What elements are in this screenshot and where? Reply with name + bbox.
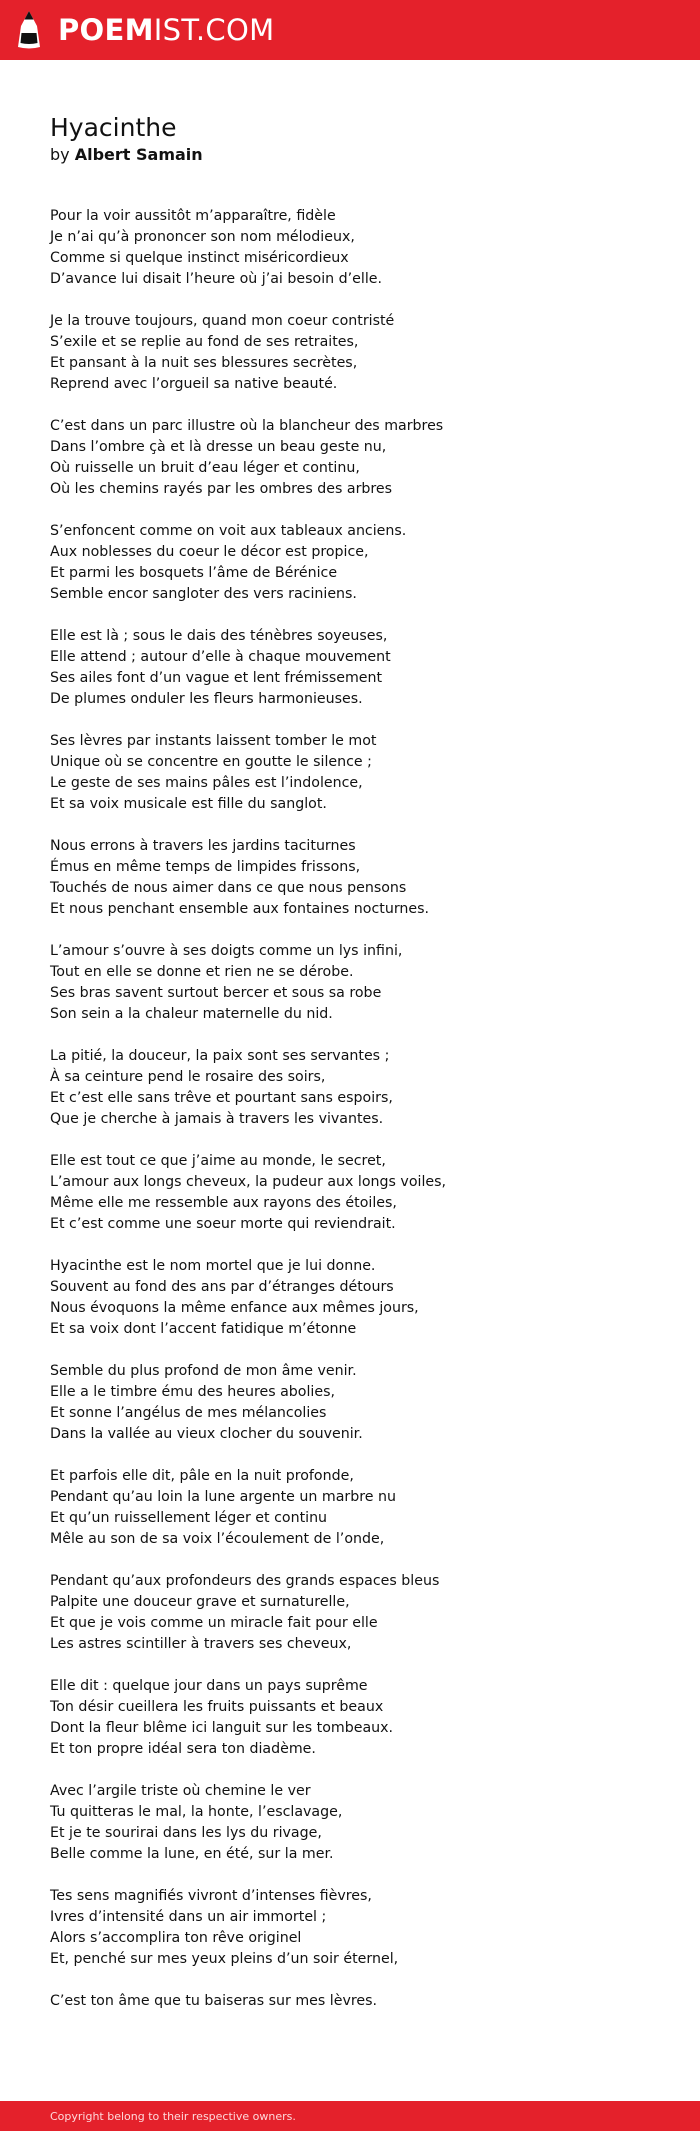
poem-line: Dans l’ombre çà et là dresse un beau geste nu, [50, 439, 387, 455]
poem-line: Émus en même temps de limpides frissons, [50, 859, 361, 875]
poem-line: Semble encor sangloter des vers raciniens. [50, 586, 357, 602]
poem-line: C’est ton âme que tu baiseras sur mes lèvres. [50, 1993, 377, 2009]
poem-line: Et, penché sur mes yeux pleins d’un soir éternel, [50, 1951, 399, 1967]
poem-line: Unique où se concentre en goutte le silence ; [50, 754, 372, 770]
copyright-text: Copyright belong to their respective owners. [50, 2110, 296, 2123]
poem-line: Et c’est comme une soeur morte qui reviendrait. [50, 1216, 396, 1232]
site-logo-text [58, 12, 275, 47]
poem-line: Tes sens magnifiés vivront d’intenses fièvres, [50, 1888, 372, 1904]
poem-line: Hyacinthe est le nom mortel que je lui donne. [50, 1258, 376, 1274]
poem-line: Pendant qu’au loin la lune argente un marbre nu [50, 1489, 397, 1505]
poem-line: Comme si quelque instinct miséricordieux [50, 250, 349, 266]
poem-line: Elle attend ; autour d’elle à chaque mouvement [50, 649, 391, 665]
poem-line: Que je cherche à jamais à travers les vivantes. [50, 1111, 384, 1127]
poem-line: Nous errons à travers les jardins taciturnes [50, 838, 356, 854]
poem-stanza [50, 1571, 650, 1655]
poem-line: Son sein a la chaleur maternelle du nid. [50, 1006, 333, 1022]
logo-text-bold: POEM [58, 12, 154, 47]
poem-line: Tout en elle se donne et rien ne se dérobe. [50, 964, 354, 980]
poem-stanza [50, 941, 650, 1025]
poem-line: Tu quitteras le mal, la honte, l’esclavage, [50, 1804, 343, 1820]
poem-line: S’enfoncent comme on voit aux tableaux anciens. [50, 523, 407, 539]
poem-line: De plumes onduler les fleurs harmonieuses. [50, 691, 363, 707]
poem-line: Et parmi les bosquets l’âme de Bérénice [50, 565, 338, 581]
poem-line: Reprend avec l’orgueil sa native beauté. [50, 376, 338, 392]
poem-line: D’avance lui disait l’heure où j’ai besoin d’elle. [50, 271, 382, 287]
poem-line: Le geste de ses mains pâles est l’indolence, [50, 775, 363, 791]
poem-line: Et parfois elle dit, pâle en la nuit profonde, [50, 1468, 354, 1484]
poem-line: Elle dit : quelque jour dans un pays suprême [50, 1678, 368, 1694]
poem-line: Souvent au fond des ans par d’étranges détours [50, 1279, 394, 1295]
poem-line: Dont la fleur blême ici languit sur les tombeaux. [50, 1720, 394, 1736]
poem-stanza [50, 1466, 650, 1550]
poem-line: S’exile et se replie au fond de ses retraites, [50, 334, 359, 350]
poem-line: Et je te sourirai dans les lys du rivage, [50, 1825, 322, 1841]
poem-line: Je la trouve toujours, quand mon coeur contristé [50, 313, 395, 329]
poem-line: Mêle au son de sa voix l’écoulement de l’onde, [50, 1531, 385, 1547]
poem-line: L’amour aux longs cheveux, la pudeur aux longs voiles, [50, 1174, 447, 1190]
poem-line: Alors s’accomplira ton rêve originel [50, 1930, 302, 1946]
poem-stanza [50, 626, 650, 710]
pen-nib-icon [16, 10, 42, 50]
poem-line: Aux noblesses du coeur le décor est propice, [50, 544, 369, 560]
poem-stanza [50, 1676, 650, 1760]
poem-line: Ses lèvres par instants laissent tomber le mot [50, 733, 377, 749]
poem-stanza [50, 836, 650, 920]
poem-stanza [50, 311, 650, 395]
poem-stanza [50, 206, 650, 290]
poem-line: Où ruisselle un bruit d’eau léger et continu, [50, 460, 360, 476]
poem-body [50, 206, 650, 2012]
poem-line: Touchés de nous aimer dans ce que nous pensons [50, 880, 407, 896]
poem-line: Et c’est elle sans trêve et pourtant sans espoirs, [50, 1090, 393, 1106]
poem-line: Je n’ai qu’à prononcer son nom mélodieux, [50, 229, 355, 245]
poem-line: L’amour s’ouvre à ses doigts comme un lys infini, [50, 943, 403, 959]
poem-byline [50, 144, 650, 166]
poem-line: Palpite une douceur grave et surnaturelle, [50, 1594, 350, 1610]
poem-title: Hyacinthe [50, 113, 177, 142]
poem-line: Belle comme la lune, en été, sur la mer. [50, 1846, 334, 1862]
poem-stanza [50, 731, 650, 815]
poem-content [50, 112, 650, 2033]
poem-line: Semble du plus profond de mon âme venir. [50, 1363, 357, 1379]
poem-line: Nous évoquons la même enfance aux mêmes jours, [50, 1300, 419, 1316]
site-logo-link[interactable] [16, 10, 274, 50]
by-label: by [50, 145, 70, 164]
poem-line: Elle a le timbre ému des heures abolies, [50, 1384, 336, 1400]
poem-stanza [50, 1046, 650, 1130]
poem-line: Et pansant à la nuit ses blessures secrètes, [50, 355, 358, 371]
poem-stanza [50, 416, 650, 500]
poem-line: Et qu’un ruissellement léger et continu [50, 1510, 328, 1526]
poem-line: Avec l’argile triste où chemine le ver [50, 1783, 311, 1799]
poem-line: Ton désir cueillera les fruits puissants et beaux [50, 1699, 384, 1715]
poem-line: Elle est tout ce que j’aime au monde, le secret, [50, 1153, 386, 1169]
poem-line: Et que je vois comme un miracle fait pour elle [50, 1615, 378, 1631]
poem-line: Même elle me ressemble aux rayons des étoiles, [50, 1195, 397, 1211]
logo-text-light: IST.COM [153, 12, 275, 47]
poem-line: Ivres d’intensité dans un air immortel ; [50, 1909, 327, 1925]
poem-line: Ses bras savent surtout bercer et sous sa robe [50, 985, 382, 1001]
poem-line: Et ton propre idéal sera ton diadème. [50, 1741, 316, 1757]
site-header [0, 0, 700, 60]
poem-stanza [50, 1991, 650, 2012]
poem-line: Et sonne l’angélus de mes mélancolies [50, 1405, 327, 1421]
poem-line: Les astres scintiller à travers ses cheveux, [50, 1636, 352, 1652]
poem-stanza [50, 1781, 650, 1865]
poem-line: À sa ceinture pend le rosaire des soirs, [50, 1069, 326, 1085]
poem-stanza [50, 1151, 650, 1235]
poem-line: Pendant qu’aux profondeurs des grands espaces bleus [50, 1573, 440, 1589]
poem-line: Où les chemins rayés par les ombres des arbres [50, 481, 393, 497]
poem-line: Ses ailes font d’un vague et lent frémissement [50, 670, 383, 686]
author-link[interactable]: Albert Samain [74, 145, 203, 164]
poem-line: Dans la vallée au vieux clocher du souvenir. [50, 1426, 363, 1442]
poem-line: Et sa voix dont l’accent fatidique m’étonne [50, 1321, 357, 1337]
poem-stanza [50, 1256, 650, 1340]
poem-line: La pitié, la douceur, la paix sont ses servantes ; [50, 1048, 390, 1064]
poem-line: C’est dans un parc illustre où la blancheur des marbres [50, 418, 444, 434]
poem-stanza [50, 1361, 650, 1445]
poem-line: Et sa voix musicale est fille du sanglot. [50, 796, 327, 812]
poem-line: Pour la voir aussitôt m’apparaître, fidèle [50, 208, 336, 224]
site-footer [0, 2101, 700, 2131]
poem-line: Elle est là ; sous le dais des ténèbres soyeuses, [50, 628, 388, 644]
poem-stanza [50, 521, 650, 605]
poem-stanza [50, 1886, 650, 1970]
poem-line: Et nous penchant ensemble aux fontaines nocturnes. [50, 901, 430, 917]
